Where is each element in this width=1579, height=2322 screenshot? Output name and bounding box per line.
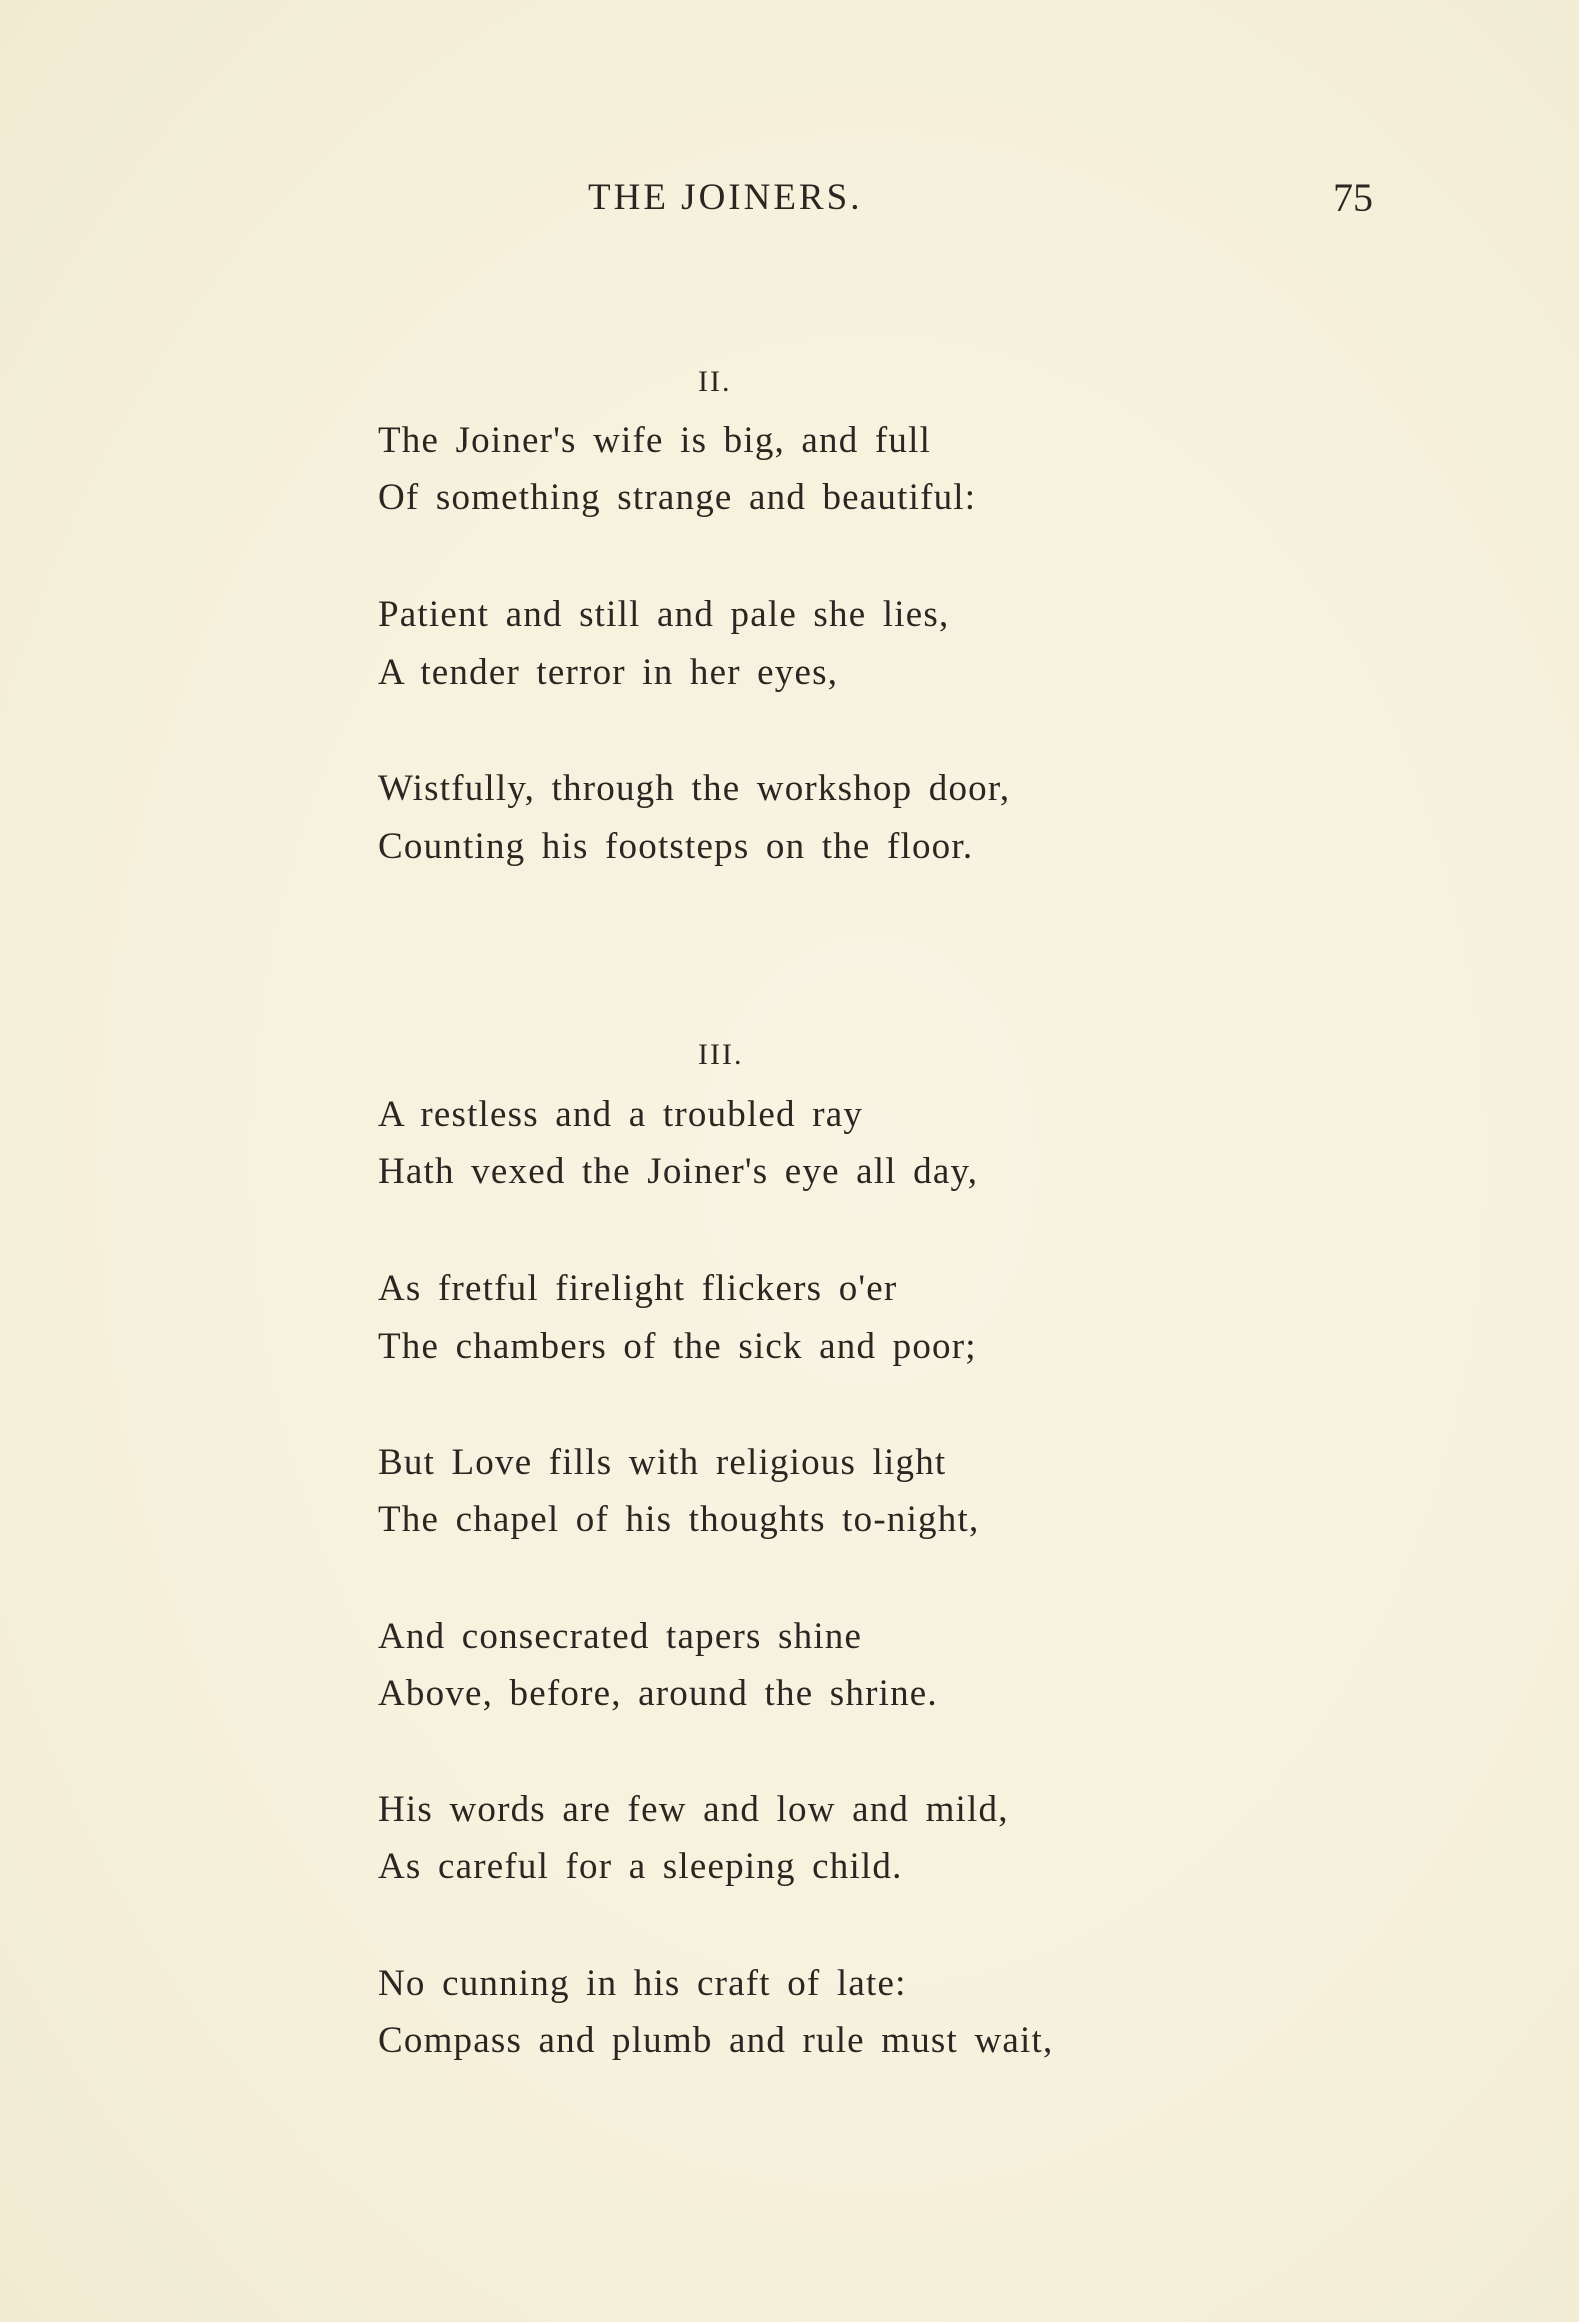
verse-line: Above, before, around the shrine.: [378, 1673, 938, 1714]
verse-line: Of something strange and beautiful:: [378, 477, 977, 518]
verse-line: Hath vexed the Joiner's eye all day,: [378, 1151, 979, 1192]
verse-line: Compass and plumb and rule must wait,: [378, 2020, 1054, 2061]
verse-line: But Love fills with religious light: [378, 1442, 947, 1483]
verse-line: Counting his footsteps on the floor.: [378, 826, 974, 867]
verse-line: No cunning in his craft of late:: [378, 1963, 907, 2004]
verse-line: As fretful firelight flickers o'er: [378, 1268, 898, 1309]
running-head: [0, 168, 1579, 228]
page-number: 75: [1333, 175, 1373, 220]
verse-line: Wistfully, through the workshop door,: [378, 768, 1011, 809]
verse-line: The chambers of the sick and poor;: [378, 1326, 977, 1367]
verse-line: The Joiner's wife is big, and full: [378, 420, 932, 461]
verse-line: A restless and a troubled ray: [378, 1094, 864, 1135]
verse-line: The chapel of his thoughts to-night,: [378, 1499, 980, 1540]
verse-line: Patient and still and pale she lies,: [378, 594, 950, 635]
section-numeral-iii: III.: [698, 1038, 744, 1071]
section-numeral-ii: II.: [698, 365, 732, 398]
verse-line: His words are few and low and mild,: [378, 1789, 1009, 1830]
verse-line: And consecrated tapers shine: [378, 1616, 863, 1657]
verse-line: As careful for a sleeping child.: [378, 1846, 903, 1887]
verse-line: A tender terror in her eyes,: [378, 652, 839, 693]
running-head-title: THE JOINERS.: [588, 177, 863, 218]
